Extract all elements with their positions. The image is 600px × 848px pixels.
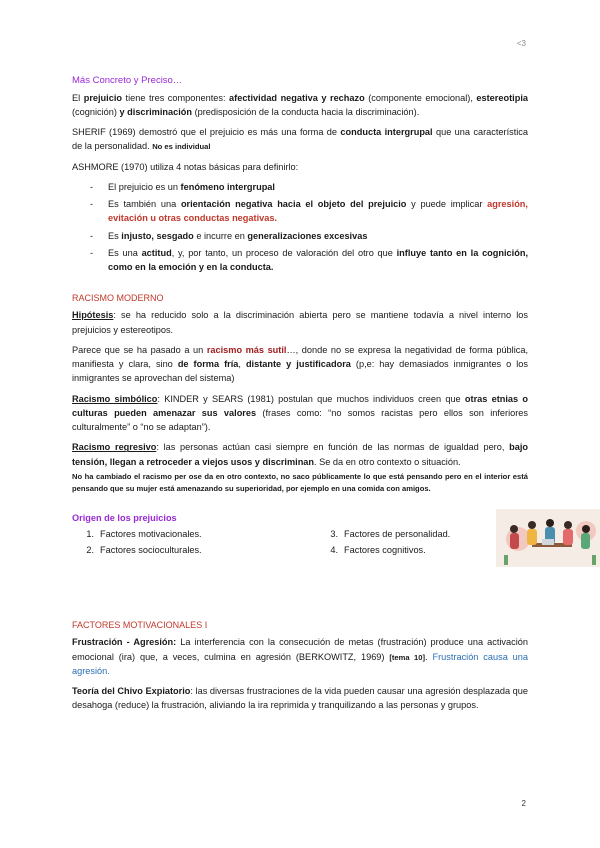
ashmore-list (72, 180, 528, 275)
list-item: 4. Factores cognitivos. (330, 545, 426, 556)
paragraph-ashmore: ASHMORE (1970) utiliza 4 notas básicas para definirlo: (72, 161, 299, 172)
list-item: 2. Factores socioculturales. (86, 545, 202, 556)
origen-list (72, 527, 528, 581)
list-item: - Es injusto, sesgado e incurre en generalizaciones excesivas (72, 229, 528, 243)
list-item: - Es también una orientación negativa hacia el objeto del prejuicio y puede implicar agresión, evitación u otras conductas negativas. (72, 197, 528, 226)
section-heading-origen: Origen de los prejuicios (72, 513, 177, 524)
paragraph-racismo-regresivo: Racismo regresivo: las personas actúan casi siempre en función de las normas de igualdad pero, bajo tensión, llegan a retroceder a viejos usos y discriminan. Se da en otro contexto o situación. (72, 442, 528, 467)
list-item: 1. Factores motivacionales. (86, 529, 202, 540)
section-heading-factores: FACTORES MOTIVACIONALES I (72, 620, 208, 631)
paragraph-frustracion: Frustración - Agresión: La interferencia con la consecución de metas (frustración) produce una activación emocional (ira) que, a veces, culmina en agresión (BERKOWITZ, 1969) [tema 10]. Frustración causa una agresión. (72, 637, 529, 676)
paragraph-sherif: SHERIF (1969) demostró que el prejuicio es más una forma de conducta intergrupal que una característica de la personalidad. No es individual (72, 127, 529, 152)
list-item: 3. Factores de personalidad. (330, 529, 451, 540)
origen-col-left (72, 527, 202, 559)
paragraph-hipotesis: Hipótesis: se ha reducido solo a la discriminación abierta pero se mantiene todavía a nivel interno los prejuicios y estereotipos. (72, 310, 528, 335)
list-item: - Es una actitud, y, por tanto, un proceso de valoración del otro que influye tanto en la cognición, como en la emoción y en la conducta. (72, 246, 528, 275)
paragraph-racismo-sutil: Parece que se ha pasado a un racismo más sutil…, donde no se expresa la negatividad de forma pública, manifiesta y clara, sino de forma fría, distante y justificadora (p,e: hay demasiados inmigrantes o los inmigrantes se aprovechan del sistema) (72, 344, 529, 384)
paragraph-racismo-simbolico: Racismo simbólico: KINDER y SEARS (1981) postulan que muchos individuos creen que otras etnias o culturas pueden amenazar sus valores (frases como: “no somos racistas pero ellos son inferiores culturalmente” o “no se adaptan”). (72, 393, 528, 433)
paragraph-chivo-expiatorio: Teoría del Chivo Expiatorio: las diversas frustraciones de la vida pueden causar una agresión desplazada que desahoga (reduce) la frustración, aliviando la ira reprimida y tranquilizando a las personas y grupos. (72, 686, 528, 711)
people-illustration (496, 509, 600, 567)
origen-col-right (316, 527, 450, 559)
section-heading-concreto: Más Concreto y Preciso… (72, 75, 183, 86)
list-item: - El prejuicio es un fenómeno intergrupal (72, 180, 528, 194)
paragraph-componentes: El prejuicio tiene tres componentes: afectividad negativa y rechazo (componente emocional), estereotipia (cognición) y discriminación (predisposición de la conducta hacia la discriminación). (72, 92, 528, 117)
page-number: 2 (521, 798, 526, 808)
page-corner-mark: <3 (516, 39, 526, 48)
page-content (72, 74, 528, 719)
note-racismo: No ha cambiado el racismo per ose da en otro contexto, no saco públicamente lo que está pensando pero en el interior está pensando que su mujer está amenazando su superioridad, por ejemplo en una comida con amigos. (72, 471, 528, 494)
section-heading-racismo: RACISMO MODERNO (72, 293, 164, 304)
